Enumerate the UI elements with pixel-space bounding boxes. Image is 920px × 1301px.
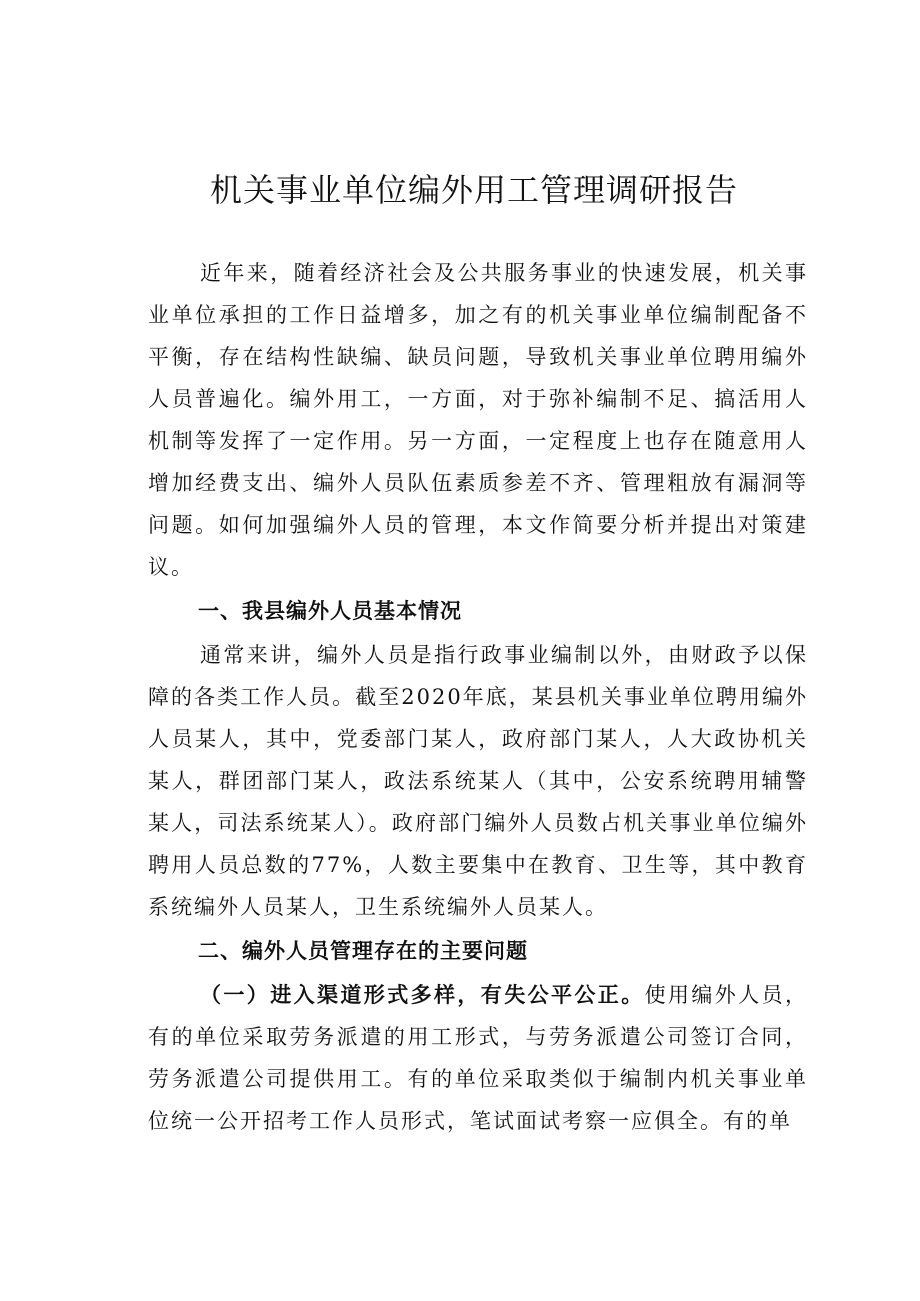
document-title: 机关事业单位编外用工管理调研报告 xyxy=(209,171,738,209)
item-1-body: 使用编外人员，有的单位采取劳务派遣的用工形式，与劳务派遣公司签订合同，劳务派遣公司提供用工。有的单位采取类似于编制内机关事业单位统一公开招考工作人员形式，笔试面试考察一应俱全。有的单 xyxy=(148,983,809,1133)
section-heading-1: 一、我县编外人员基本情况 xyxy=(198,599,462,623)
section-2-item-1-paragraph xyxy=(148,974,808,1142)
section-heading-2: 二、编外人员管理存在的主要问题 xyxy=(198,939,528,963)
item-1-lead: （一）进入渠道形式多样，有失公平公正。 xyxy=(200,982,645,1007)
intro-paragraph: 近年来，随着经济社会及公共服务事业的快速发展，机关事业单位承担的工作日益增多，加之有的机关事业单位编制配备不平衡，存在结构性缺编、缺员问题，导致机关事业单位聘用编外人员普遍化。编外用工，一方面，对于弥补编制不足、搞活用人机制等发挥了一定作用。另一方面，一定程度上也存在随意用人增加经费支出、编外人员队伍素质参差不齐、管理粗放有漏洞等问题。如何加强编外人员的管理，本文作简要分析并提出对策建议。 xyxy=(148,261,808,579)
section-1-paragraph: 通常来讲，编外人员是指行政事业编制以外，由财政予以保障的各类工作人员。截至2020年底，某县机关事业单位聘用编外人员某人，其中，党委部门某人，政府部门某人，人大政协机关某人，群团部门某人，政法系统某人（其中，公安系统聘用辅警某人，司法系统某人）。政府部门编外人员数占机关事业单位编外聘用人员总数的77%，人数主要集中在教育、卫生等，其中教育系统编外人员某人，卫生系统编外人员某人。 xyxy=(148,643,808,919)
